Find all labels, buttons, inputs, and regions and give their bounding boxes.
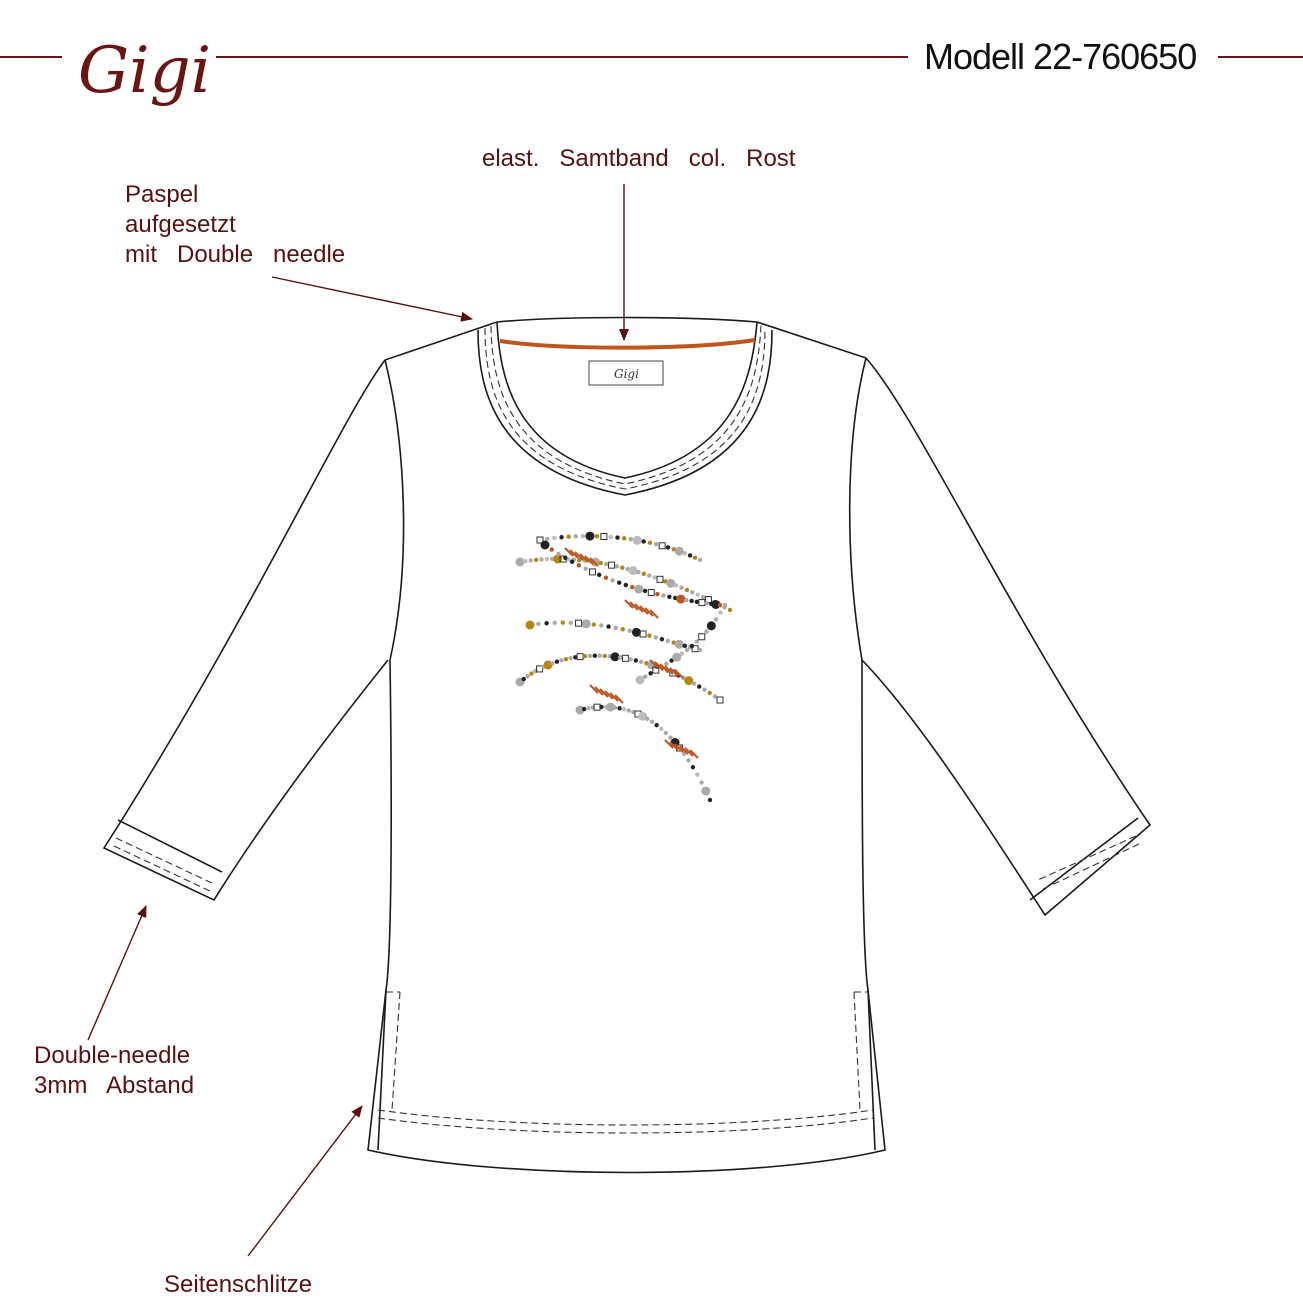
stone-dot — [713, 694, 717, 698]
stone-dot — [606, 624, 610, 628]
stone-dot — [668, 735, 672, 739]
stone-dot — [684, 598, 688, 602]
stone-dot — [643, 674, 647, 678]
body-outline — [368, 358, 885, 1173]
stone-dot — [683, 551, 687, 555]
stone-dot — [659, 727, 663, 731]
stone-dot — [629, 537, 633, 541]
stone-dot — [592, 622, 596, 626]
stone-dot — [595, 534, 599, 538]
stone-dot — [701, 786, 710, 795]
stone-dot — [523, 559, 527, 563]
stone-dot — [536, 622, 540, 626]
stone-dot — [695, 772, 699, 776]
left-slit — [378, 990, 386, 1150]
stone-dot — [627, 708, 631, 712]
stone-dot — [666, 545, 670, 549]
left-sleeve — [104, 360, 388, 900]
stone-dot — [695, 592, 699, 596]
stone-square — [622, 655, 628, 661]
stone-dot — [639, 660, 643, 664]
samtband-rust — [500, 340, 755, 348]
stone-dot — [707, 621, 716, 630]
stone-dot — [647, 634, 651, 638]
stone-dot — [545, 537, 549, 541]
care-label — [589, 361, 663, 385]
stone-dot — [559, 535, 563, 539]
stone-dot — [704, 601, 708, 605]
stone-dot — [654, 723, 658, 727]
stone-dot — [550, 547, 554, 551]
stone-dot — [525, 674, 529, 678]
stone-dot — [597, 573, 601, 577]
stone-dot — [583, 654, 587, 658]
stone-dot — [559, 658, 563, 662]
stone-dot — [586, 706, 590, 710]
stone-dot — [648, 671, 652, 675]
stone-dot — [593, 654, 597, 658]
stone-dot — [642, 572, 646, 576]
stone-dot — [692, 681, 696, 685]
stone-dot — [628, 657, 632, 661]
stone-dot — [609, 535, 613, 539]
stone-dot — [660, 637, 664, 641]
stone-dot — [550, 661, 554, 665]
stone-dot — [636, 570, 640, 574]
stone-dot — [624, 583, 628, 587]
stone-dot — [622, 536, 626, 540]
right-slit-stitch — [854, 992, 860, 1110]
stone-dot — [666, 639, 670, 643]
stone-dot — [583, 567, 587, 571]
stone-dot — [699, 780, 703, 784]
double-needle-label-line2: 3mm Abstand — [34, 1072, 195, 1099]
stone-dot — [685, 588, 689, 592]
paspel-label-line2: aufgesetzt — [125, 211, 236, 238]
stone-dot — [553, 621, 557, 625]
stone-dot — [599, 705, 603, 709]
stone-dot — [701, 595, 705, 599]
stone-dot — [685, 648, 689, 652]
stone-dot — [676, 595, 685, 604]
stone-dot — [516, 558, 525, 567]
stone-dot — [627, 629, 631, 633]
double-needle-arrow — [88, 906, 146, 1040]
stone-dot — [690, 590, 694, 594]
stone-dot — [723, 603, 727, 607]
stone-dot — [529, 671, 533, 675]
left-cuff-stitch-2 — [114, 846, 212, 892]
stone-dot — [630, 585, 634, 589]
stone-dot — [529, 558, 533, 562]
stone-dot — [693, 555, 697, 559]
stone-dot — [728, 608, 732, 612]
stone-dot — [664, 731, 668, 735]
stone-dot — [708, 798, 712, 802]
stone-square — [699, 634, 705, 640]
stone-square — [601, 534, 607, 540]
stone-dot — [588, 654, 592, 658]
stone-dot — [604, 562, 608, 566]
stone-square — [717, 697, 723, 703]
paspel-label-line1: Paspel — [125, 181, 199, 208]
stone-dot — [629, 566, 638, 575]
stone-dot — [679, 585, 683, 589]
stone-dot — [675, 547, 684, 556]
stone-dot — [698, 648, 702, 652]
stone-dot — [690, 644, 694, 648]
stone-dot — [613, 705, 617, 709]
care-label-text: Gigi — [614, 367, 639, 381]
stone-dot — [615, 564, 619, 568]
stone-dot — [617, 581, 621, 585]
stone-dot — [702, 687, 706, 691]
stone-dot — [641, 539, 645, 543]
stone-dot — [675, 640, 684, 649]
rhinestone-motif — [516, 532, 733, 803]
left-slit-stitch — [392, 992, 400, 1110]
stone-dot — [645, 717, 649, 721]
stone-dot — [634, 658, 638, 662]
stone-dot — [569, 621, 573, 625]
stone-dot — [661, 593, 665, 597]
stone-dot — [577, 563, 581, 567]
stone-dot — [697, 684, 701, 688]
stone-dot — [568, 656, 572, 660]
right-cuff-stitch-2 — [1041, 844, 1139, 890]
seitenschlitze-arrow — [248, 1106, 362, 1256]
stone-square — [609, 562, 615, 568]
stone-square — [594, 704, 600, 710]
stone-square — [657, 576, 663, 582]
stone-dot — [603, 654, 607, 658]
stone-dot — [599, 561, 603, 565]
stone-dot — [718, 603, 722, 607]
hem-stitch-1 — [378, 1110, 873, 1125]
seitenschlitze-label: Seitenschlitze — [164, 1271, 313, 1298]
stone-square — [699, 600, 705, 606]
stone-square — [576, 620, 582, 626]
stone-dot — [541, 541, 550, 550]
stone-dot — [686, 758, 690, 762]
stone-dot — [567, 534, 571, 538]
shirt-outline — [104, 318, 1150, 1173]
stone-dot — [539, 557, 543, 561]
stone-dot — [614, 626, 618, 630]
stone-dot — [688, 553, 692, 557]
stone-dot — [650, 720, 654, 724]
stone-dot — [598, 654, 602, 658]
stone-dot — [633, 536, 642, 545]
stone-dot — [643, 589, 647, 593]
right-shoulder — [757, 322, 866, 358]
stone-dot — [654, 542, 658, 546]
stone-dot — [622, 707, 626, 711]
paspel-label-line3: mit Double needle — [125, 241, 346, 268]
stone-square — [648, 590, 654, 596]
stone-dot — [667, 595, 671, 599]
right-cuff-stitch-1 — [1038, 836, 1136, 880]
stone-dot — [634, 585, 643, 594]
stone-square — [640, 631, 646, 637]
stone-dot — [570, 560, 574, 564]
stone-dot — [522, 677, 526, 681]
left-shoulder — [385, 322, 497, 360]
stone-dot — [604, 575, 608, 579]
stone-dot — [561, 620, 565, 624]
stone-square — [577, 654, 583, 660]
stone-dot — [563, 556, 567, 560]
stone-dot — [610, 578, 614, 582]
stone-dot — [647, 573, 651, 577]
stone-dot — [704, 629, 708, 633]
stone-dot — [555, 660, 559, 664]
stone-dot — [545, 557, 549, 561]
brand-logo: Gigi — [78, 34, 212, 108]
stone-dot — [621, 627, 625, 631]
stone-dot — [698, 558, 702, 562]
stone-square — [589, 569, 595, 575]
stone-dot — [683, 644, 687, 648]
stone-dot — [618, 655, 622, 659]
stone-dot — [664, 662, 668, 666]
samtband-label: elast. Samtband col. Rost — [482, 145, 796, 172]
stone-dot — [582, 619, 591, 628]
left-cuff-seam — [118, 820, 222, 872]
stone-dot — [617, 706, 621, 710]
stone-square — [659, 543, 665, 549]
stone-dot — [615, 535, 619, 539]
neckline-outer — [478, 330, 772, 495]
stone-dot — [556, 552, 560, 556]
model-number: Modell 22-760650 — [924, 36, 1197, 77]
stone-dot — [714, 617, 718, 621]
stone-dot — [585, 532, 594, 541]
paspel-arrow — [272, 277, 472, 319]
stone-dot — [718, 610, 722, 614]
stone-dot — [574, 534, 578, 538]
stone-dot — [599, 623, 603, 627]
stone-dot — [581, 534, 585, 538]
stone-dot — [666, 579, 675, 588]
stone-dot — [648, 541, 652, 545]
stone-dot — [544, 621, 548, 625]
stone-dot — [534, 558, 538, 562]
stone-dot — [552, 536, 556, 540]
right-slit — [868, 990, 875, 1150]
stone-dot — [674, 583, 678, 587]
stone-dot — [680, 652, 684, 656]
stone-dot — [620, 565, 624, 569]
double-needle-label-line1: Double-needle — [34, 1042, 191, 1069]
double-needle-stitching — [114, 325, 1139, 1133]
stone-dot — [652, 575, 656, 579]
back-neckline — [497, 318, 757, 323]
neck-stitch-1 — [485, 328, 765, 489]
stone-dot — [526, 621, 535, 630]
stone-dot — [689, 599, 693, 603]
right-sleeve — [862, 358, 1150, 915]
stone-dot — [707, 691, 711, 695]
stone-dot — [654, 635, 658, 639]
stone-dot — [582, 707, 586, 711]
stone-dot — [564, 657, 568, 661]
stone-dot — [691, 765, 695, 769]
stone-dot — [655, 592, 659, 596]
